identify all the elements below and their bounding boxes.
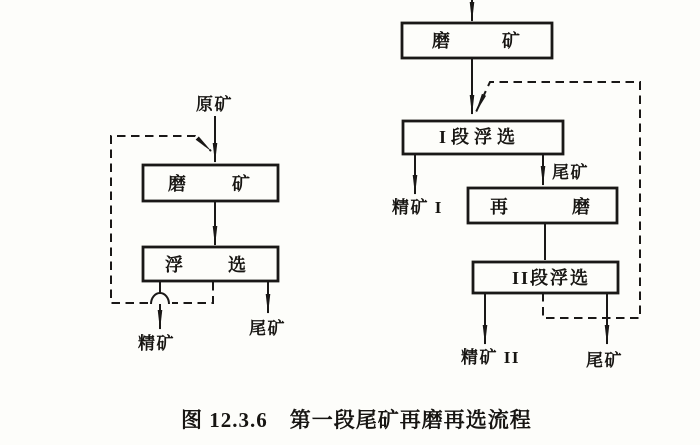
left-feed-label: 原矿: [196, 95, 233, 114]
left-flowsheet: [111, 94, 296, 353]
left-recycle-dashed-line: [111, 136, 213, 303]
stage1-tailings-label: 尾矿: [552, 163, 589, 182]
stage1-flotation-box-label: I段浮选: [439, 127, 521, 147]
left-tailings-label: 尾矿: [249, 319, 286, 338]
stage1-concentrate-label: 精矿 I: [392, 198, 443, 217]
left-concentrate-label: 精矿: [138, 334, 175, 353]
stage2-flotation-box-label: II段浮选: [512, 268, 591, 288]
right-grinding-box-label: 磨矿: [432, 31, 572, 51]
figure-caption: 图 12.3.6 第一段尾矿再磨再选流程: [181, 408, 532, 432]
left-flotation-box-label: 浮选: [165, 255, 291, 275]
right-flowsheet: [392, 0, 654, 370]
final-tailings-label: 尾矿: [586, 351, 623, 370]
left-grinding-box-label: 磨矿: [168, 174, 296, 194]
left-crossing-bridge-arc: [151, 293, 169, 304]
stage2-concentrate-label: 精矿 II: [461, 348, 520, 367]
regrind-box-label: 再磨: [490, 197, 654, 217]
